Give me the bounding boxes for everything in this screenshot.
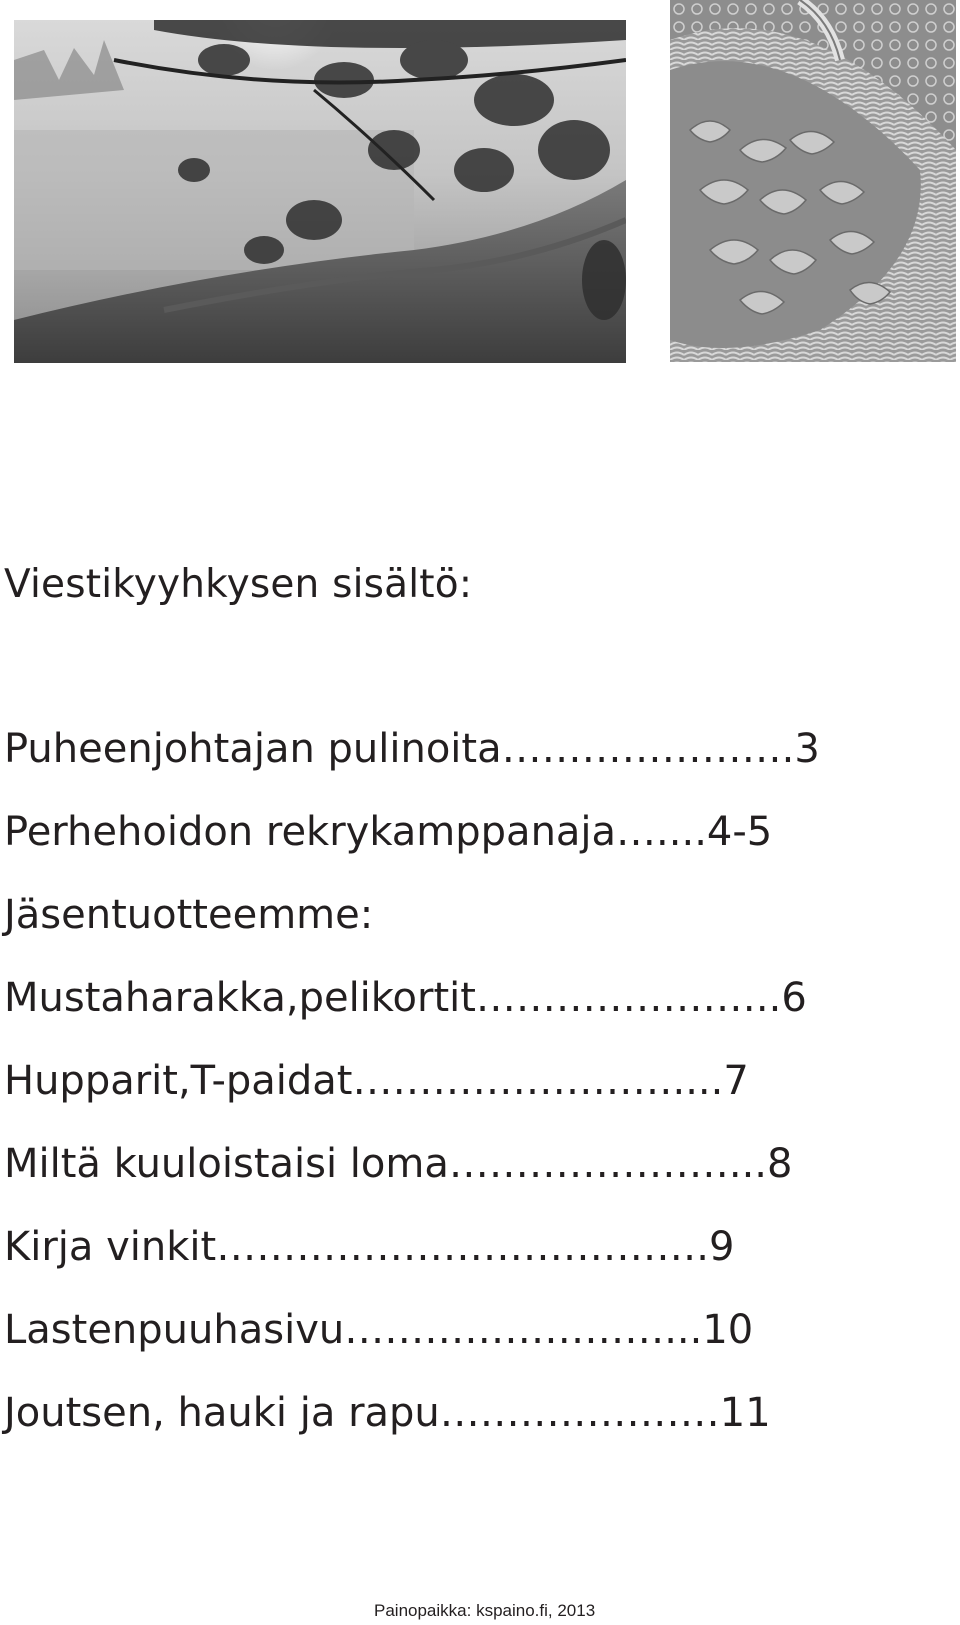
table-of-contents	[4, 722, 820, 1469]
toc-entry-holiday: Miltä kuuloistaisi loma…………………...8	[4, 1141, 793, 1187]
chanterelle-basket-image	[670, 0, 956, 362]
toc-entry-swan-pike-crayfish: Joutsen, hauki ja rapu…………………11	[4, 1390, 771, 1436]
printer-credit: Painopaikka: kspaino.fi, 2013	[374, 1601, 596, 1620]
misty-lake-photo	[14, 20, 626, 363]
toc-entry-chairman: Puheenjohtajan pulinoita………………….3	[4, 726, 820, 772]
misty-lake-image	[14, 20, 626, 363]
toc-entry-playing-cards: Mustaharakka,pelikortit…………………..6	[4, 975, 807, 1021]
toc-entry-kids-page: Lastenpuuhasivu……………………...10	[4, 1307, 754, 1353]
toc-entry-member-products: Jäsentuotteemme:	[4, 892, 374, 938]
toc-entry-family-care: Perhehoidon rekrykamppanaja…....4-5	[4, 809, 773, 855]
chanterelle-basket-photo	[670, 0, 956, 362]
toc-entry-book-tips: Kirja vinkit……………………………….9	[4, 1224, 735, 1270]
toc-entry-hoodies: Hupparit,T-paidat……………………....7	[4, 1058, 749, 1104]
contents-heading: Viestikyyhkysen sisältö:	[4, 562, 473, 607]
